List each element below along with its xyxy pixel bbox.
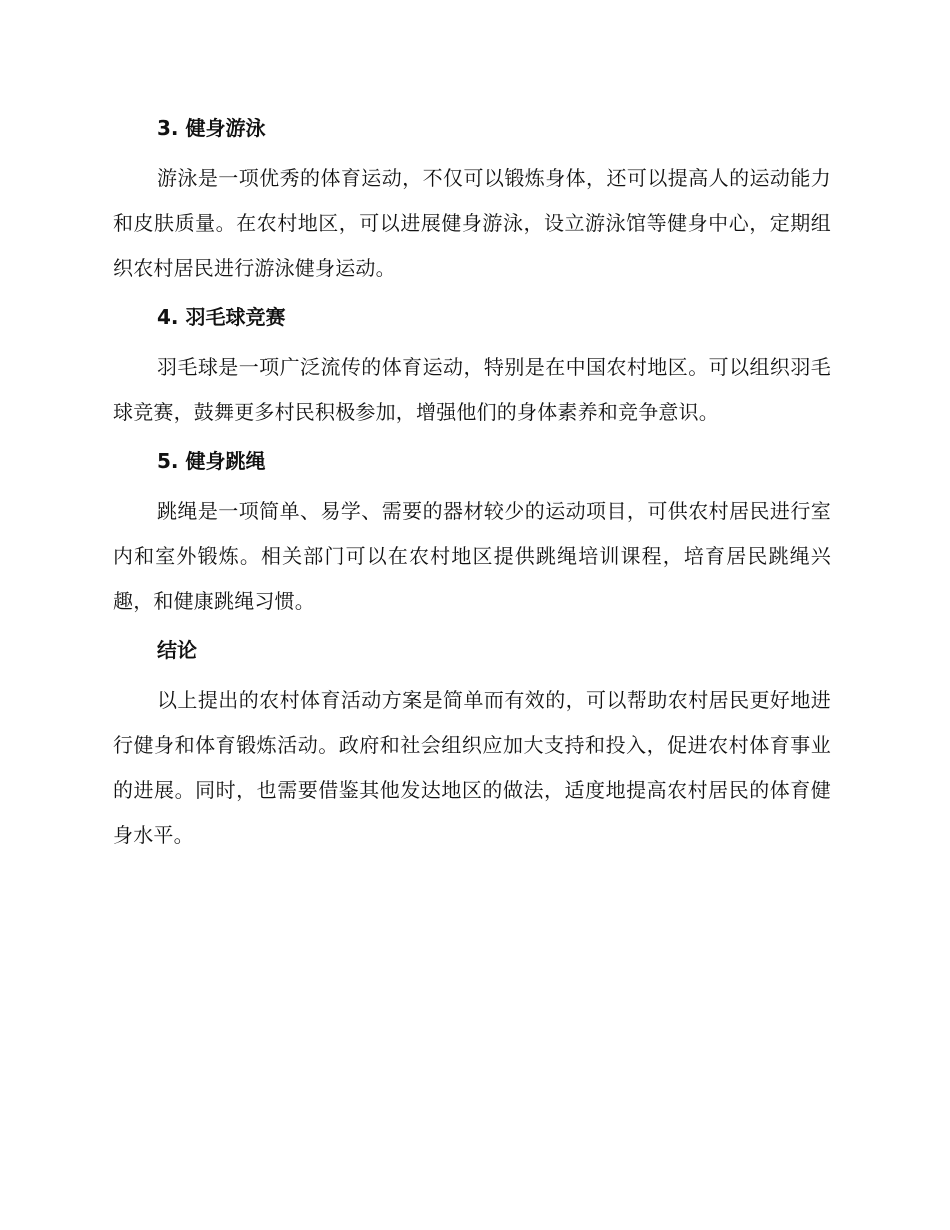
- section-paragraph: 跳绳是一项简单、易学、需要的器材较少的运动项目，可供农村居民进行室内和室外锻炼。相关部门可以在农村地区提供跳绳培训课程，培育居民跳绳兴趣，和健康跳绳习惯。: [113, 499, 831, 613]
- section-fitness-jump-rope: [113, 445, 831, 624]
- section-heading: 结论: [157, 638, 197, 662]
- document-content: [113, 112, 831, 868]
- section-heading: 4. 羽毛球竞赛: [157, 305, 286, 329]
- section-paragraph: 以上提出的农村体育活动方案是简单而有效的，可以帮助农村居民更好地进行健身和体育锻炼活动。政府和社会组织应加大支持和投入，促进农村体育事业的进展。同时，也需要借鉴其他发达地区的做法，适度地提高农村居民的体育健身水平。: [113, 688, 831, 847]
- section-heading: 3. 健身游泳: [157, 116, 266, 140]
- section-badminton-competition: [113, 301, 831, 435]
- section-fitness-swimming: [113, 112, 831, 291]
- section-heading: 5. 健身跳绳: [157, 449, 266, 473]
- section-conclusion: [113, 634, 831, 858]
- section-paragraph: 羽毛球是一项广泛流传的体育运动，特别是在中国农村地区。可以组织羽毛球竞赛，鼓舞更多村民积极参加，增强他们的身体素养和竞争意识。: [113, 355, 831, 424]
- section-paragraph: 游泳是一项优秀的体育运动，不仅可以锻炼身体，还可以提高人的运动能力和皮肤质量。在农村地区，可以进展健身游泳，设立游泳馆等健身中心，定期组织农村居民进行游泳健身运动。: [113, 166, 831, 280]
